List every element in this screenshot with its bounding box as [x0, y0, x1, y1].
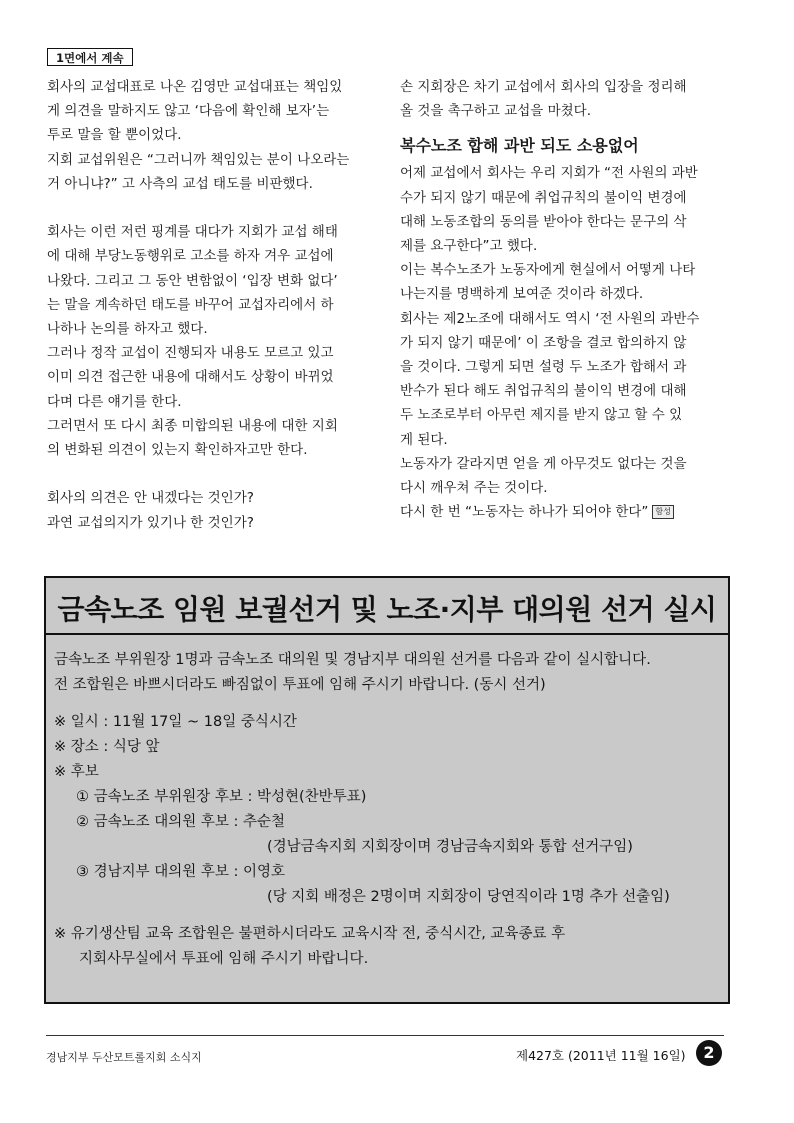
footer-divider	[46, 1035, 724, 1036]
paragraph-gap	[47, 196, 369, 220]
left-line: 다며 다른 얘기를 한다.	[47, 393, 182, 410]
notice-footnote: ※ 유기생산팀 교육 조합원은 불편하시더라도 교육시작 전, 중식시간, 교육종료 후	[54, 926, 566, 942]
left-line: 나왔다. 그리고 그 동안 변함없이 ‘입장 변화 없다’	[47, 272, 338, 289]
candidate-item: ③ 경남지부 대의원 후보 : 이영호	[76, 864, 286, 880]
right-line: 올 것을 촉구하고 교섭을 마쳤다.	[400, 103, 591, 120]
left-line: 는 말을 계속하던 태도를 바꾸어 교섭자리에서 하	[47, 296, 334, 313]
right-line: 나는지를 명백하게 보여준 것이라 하겠다.	[400, 286, 644, 303]
spacer	[54, 698, 670, 710]
right-line: 회사는 제2노조에 대해서도 역시 ‘전 사원의 과반수	[400, 310, 700, 327]
election-notice-box	[44, 576, 730, 1004]
right-line: 두 노조로부터 아무런 제지를 받지 않고 할 수 있	[400, 407, 683, 424]
publication-name: 경남지부 두산모트롤지회 소식지	[46, 1051, 202, 1064]
spacer	[54, 910, 670, 922]
paragraph-gap	[47, 462, 369, 486]
signature-mark: 함성	[652, 505, 673, 519]
candidate-note: (당 지회 배정은 2명이며 지회장이 당연직이라 1명 추가 선출임)	[267, 889, 670, 905]
continued-from-page-1-tag: 1면에서 계속	[47, 48, 133, 66]
notice-intro: 금속노조 부위원장 1명과 금속노조 대의원 및 경남지부 대의원 선거를 다음과 같이 실시합니다.	[54, 652, 651, 668]
left-line: 거 아니냐?” 고 사측의 교섭 태도를 비판했다.	[47, 175, 313, 192]
right-article-column	[400, 75, 724, 524]
right-line: 어제 교섭에서 회사는 우리 지회가 “전 사원의 과반	[400, 165, 698, 182]
right-line: 노동자가 갈라지면 얻을 게 아무것도 없다는 것을	[400, 455, 687, 472]
right-line: 반수가 된다 해도 취업규칙의 불이익 변경에 대해	[400, 383, 687, 400]
notice-body	[54, 648, 670, 972]
left-line: 회사의 교섭대표로 나온 김영만 교섭대표는 책임있	[47, 79, 343, 95]
issue-info: 제427호 (2011년 11월 16일)	[516, 1048, 686, 1063]
candidate-item: ① 금속노조 부위원장 후보 : 박성현(찬반투표)	[76, 789, 367, 805]
right-line: 대해 노동조합의 동의를 받아야 한다는 문구의 삭	[400, 213, 687, 230]
notice-intro: 전 조합원은 바쁘시더라도 빠짐없이 투표에 임해 주시기 바랍니다. (동시 선거)	[54, 677, 546, 693]
left-line: 이미 의견 접근한 내용에 대해서도 상황이 바뀌었	[47, 369, 334, 386]
notice-title: 금속노조 임원 보궐선거 및 노조·지부 대의원 선거 실시	[57, 593, 717, 626]
right-line: 제를 요구한다”고 했다.	[400, 238, 538, 255]
right-line: 수가 되지 않기 때문에 취업규칙의 불이익 변경에	[400, 189, 687, 206]
notice-place: ※ 장소 : 식당 앞	[54, 739, 160, 755]
title-divider	[46, 633, 728, 635]
right-line: 손 지회장은 차기 교섭에서 회사의 입장을 정리해	[400, 79, 687, 95]
right-line: 이는 복수노조가 노동자에게 현실에서 어떻게 나타	[400, 262, 696, 279]
right-line: 가 되지 않기 때문에’ 이 조항을 결코 합의하지 않	[400, 334, 687, 351]
left-line: 에 대해 부당노동행위로 고소를 하자 겨우 교섭에	[47, 248, 334, 265]
right-last-line	[400, 500, 724, 524]
left-line: 게 의견을 말하지도 않고 ‘다음에 확인해 보자’는	[47, 103, 330, 120]
candidate-note: (경남금속지회 지회장이며 경남금속지회와 통합 선거구임)	[267, 839, 633, 855]
article-subheading: 복수노조 합해 과반 되도 소용없어	[400, 136, 639, 156]
right-line: 을 것이다. 그렇게 되면 설령 두 노조가 합해서 과	[400, 359, 687, 376]
left-line: 과연 교섭의지가 있기나 한 것인가?	[47, 514, 254, 531]
notice-candidates-label: ※ 후보	[54, 764, 99, 780]
candidate-item: ② 금속노조 대의원 후보 : 추순철	[76, 814, 286, 830]
right-line: 다시 깨우쳐 주는 것이다.	[400, 480, 548, 497]
page-number: 2	[696, 1040, 722, 1066]
left-line: 그러나 정작 교섭이 진행되자 내용도 모르고 있고	[47, 345, 334, 362]
left-line: 지회 교섭위원은 “그러니까 책임있는 분이 나오라는	[47, 151, 350, 168]
left-line: 회사의 의견은 안 내겠다는 것인가?	[47, 490, 254, 507]
right-line: 게 된다.	[400, 431, 448, 448]
left-line: 나하나 논의를 하자고 했다.	[47, 321, 208, 338]
left-line: 회사는 이런 저런 핑계를 대다가 지회가 교섭 해태	[47, 224, 338, 241]
left-line: 의 변화된 의견이 있는지 확인하자고만 한다.	[47, 442, 308, 459]
notice-date: ※ 일시 : 11월 17일 ~ 18일 중식시간	[54, 714, 297, 730]
left-line: 투로 말을 할 뿐이었다.	[47, 127, 182, 144]
notice-footnote: 지회사무실에서 투표에 임해 주시기 바랍니다.	[79, 951, 369, 967]
left-article-column	[47, 75, 369, 535]
left-line: 그러면서 또 다시 최종 미합의된 내용에 대한 지회	[47, 417, 338, 434]
closing-slogan: 다시 한 번 “노동자는 하나가 되어야 한다”	[400, 504, 649, 521]
